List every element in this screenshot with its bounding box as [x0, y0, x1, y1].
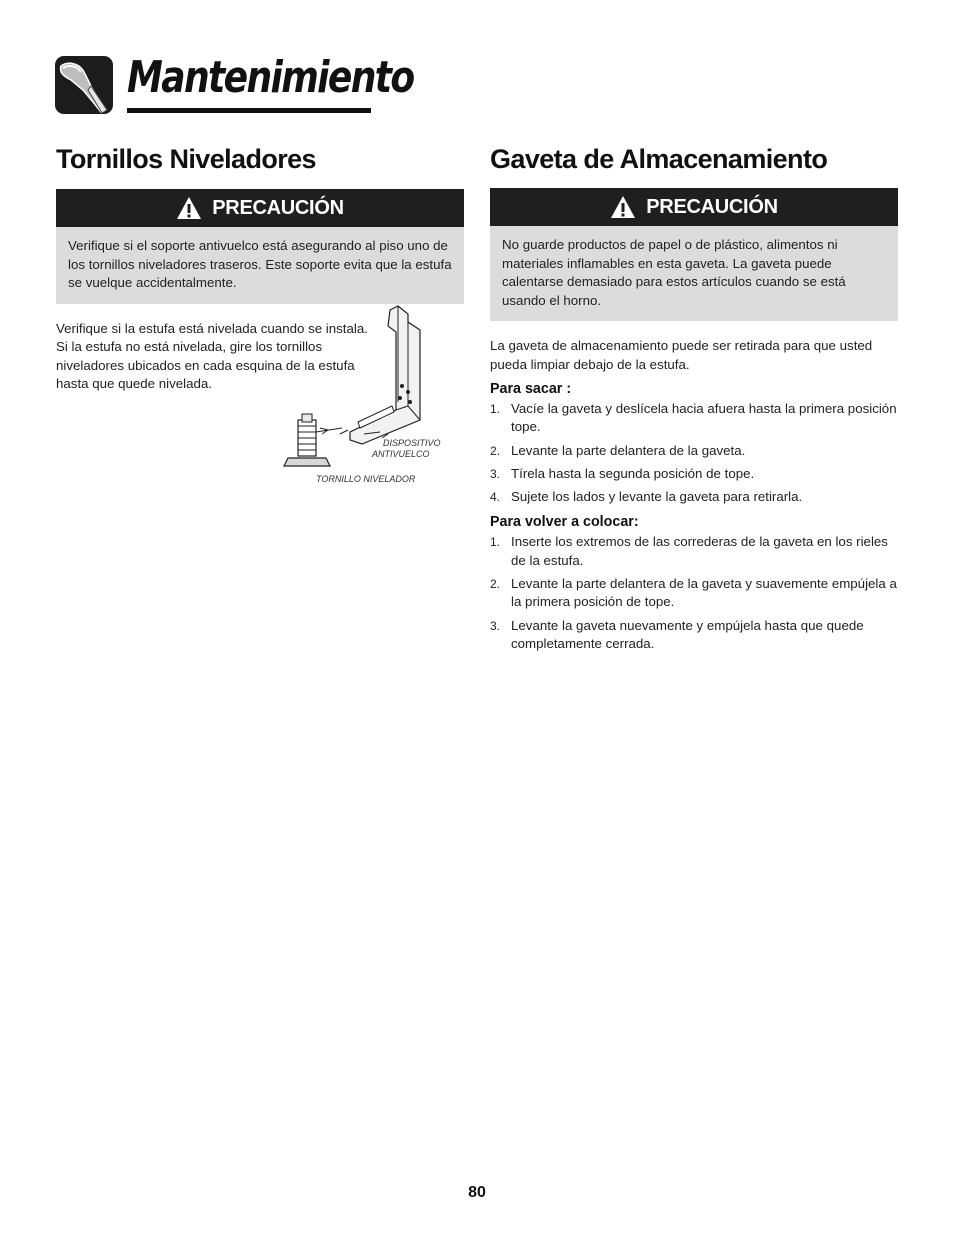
remove-heading: Para sacar : [490, 381, 572, 397]
caution-banner [490, 188, 898, 226]
caution-text: Verifique si el soporte antivuelco está asegurando al piso uno de los tornillos niveladores traseros. Este soporte evita que la estufa se vuelque accidentalmente. [56, 227, 464, 304]
list-item: 1. Vacíe la gaveta y deslícela hacia afuera hasta la primera posición tope. [490, 401, 897, 435]
anti-tip-bracket-illustration [280, 302, 480, 492]
list-item: 1. Inserte los extremos de las correderas de la gaveta en los rieles de la estufa. [490, 534, 888, 568]
remove-steps [490, 400, 898, 506]
list-item: 2. Levante la parte delantera de la gaveta. [490, 442, 746, 458]
title-underline [127, 108, 371, 113]
page-header [55, 52, 414, 114]
list-item: 2. Levante la parte delantera de la gaveta y suavemente empújela a la primera posición de tope. [490, 576, 897, 610]
storage-drawer-section [490, 144, 898, 658]
warning-icon [176, 196, 202, 220]
replace-steps [490, 533, 898, 653]
section-heading-drawer: Gaveta de Almacenamiento [490, 144, 828, 174]
caution-label: PRECAUCIÓN [646, 195, 778, 218]
figure-label-leveling-screw: TORNILLO NIVELADOR [316, 474, 416, 484]
replace-heading: Para volver a colocar: [490, 514, 639, 531]
caution-text: No guarde productos de papel o de plástico, alimentos ni materiales inflamables en esta gaveta. La gaveta puede calentarse demasiado para estos artículos cuando se está usando el horno. [490, 226, 898, 321]
caution-label: PRECAUCIÓN [212, 196, 344, 219]
figure-label-anti-tip-2: ANTIVUELCO [372, 449, 430, 459]
list-item: 3. Tírela hasta la segunda posición de tope. [490, 465, 755, 481]
figure-label-anti-tip-1: DISPOSITIVO [383, 438, 441, 448]
caution-banner [56, 189, 464, 227]
screwdriver-icon [55, 56, 113, 114]
list-item: 3. Levante la gaveta nuevamente y empújela hasta que quede completamente cerrada. [490, 617, 864, 651]
bracket-drawing [280, 302, 480, 492]
page-number: 80 [468, 1184, 486, 1201]
leveling-instructions: Verifique si la estufa está nivelada cuando se instala. Si la estufa no está nivelada, gire los tornillos niveladores ubicados en cada esquina de la estufa hasta que quede nivelada. [56, 320, 368, 391]
list-item: 4. Sujete los lados y levante la gaveta para retirarla. [490, 489, 803, 505]
section-heading-leveling: Tornillos Niveladores [56, 144, 316, 174]
drawer-intro: La gaveta de almacenamiento puede ser retirada para que usted pueda limpiar debajo de la estufa. [490, 338, 873, 372]
warning-icon [610, 195, 636, 219]
page-title: Mantenimiento [127, 52, 414, 103]
